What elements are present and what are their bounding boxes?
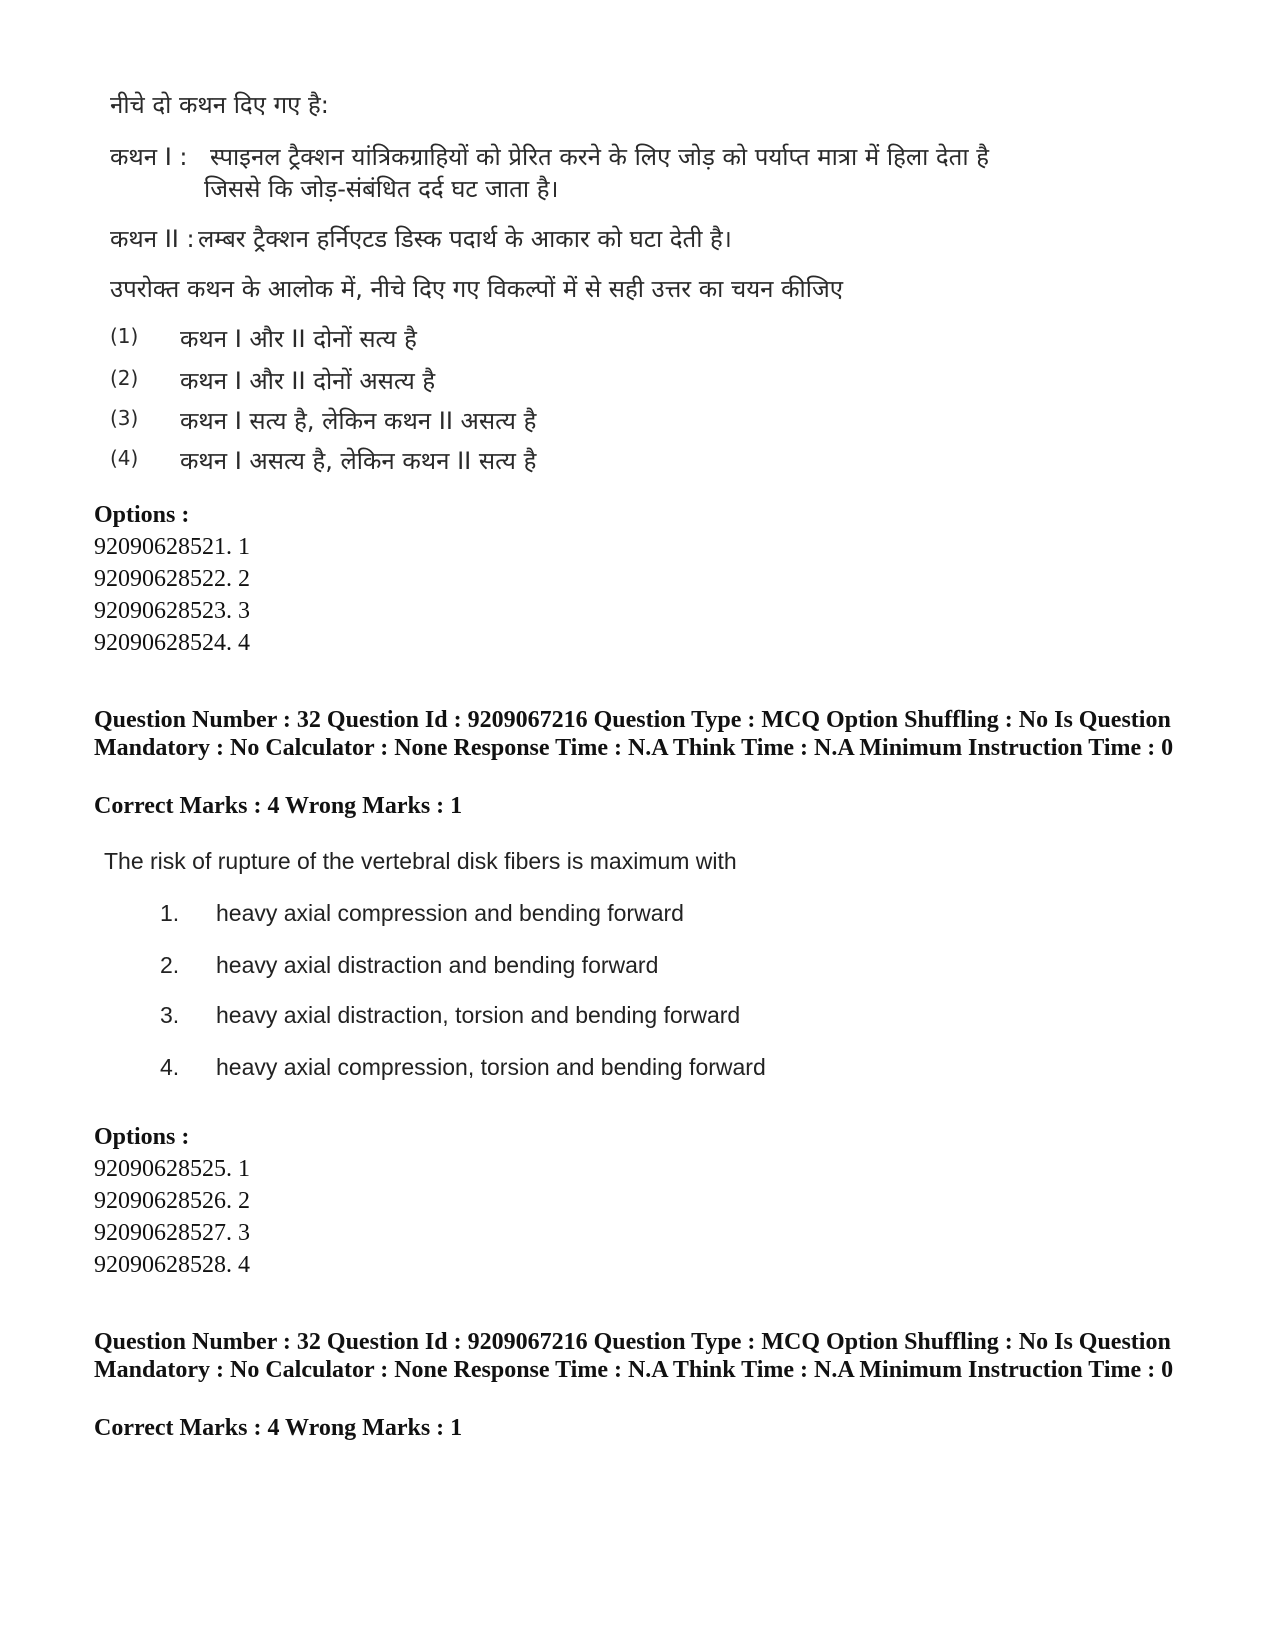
choice-text: कथन I सत्य है, लेकिन कथन II असत्य है bbox=[180, 407, 537, 435]
choice-text: कथन I असत्य है, लेकिन कथन II सत्य है bbox=[180, 447, 537, 475]
choice-text: heavy axial distraction and bending forward bbox=[216, 952, 659, 978]
choice-num: (1) bbox=[110, 324, 139, 348]
options-heading: Options : bbox=[94, 1124, 190, 1150]
choice-num: 4. bbox=[160, 1054, 180, 1080]
option-item: 92090628527. 3 bbox=[94, 1220, 250, 1246]
choice-num: 2. bbox=[160, 952, 180, 978]
option-item: 92090628524. 4 bbox=[94, 630, 250, 656]
statement-2-text: लम्बर ट्रैक्शन हर्निएटड डिस्क पदार्थ के आकार को घटा देती है। bbox=[198, 225, 732, 253]
choice-text: heavy axial compression, torsion and bending forward bbox=[216, 1054, 766, 1080]
question-meta: Question Number : 32 Question Id : 9209067216 Question Type : MCQ Option Shuffling : No Is Question Mandatory : No Calculator : None Response Time : N.A Think Time : N.A Minimum Instruction Time : 0 bbox=[94, 707, 1174, 761]
choice-num: (3) bbox=[110, 406, 139, 430]
statement-1-line-2: जिससे कि जोड़-संबंधित दर्द घट जाता है। bbox=[204, 175, 559, 203]
option-item: 92090628523. 3 bbox=[94, 598, 250, 624]
question-marks: Correct Marks : 4 Wrong Marks : 1 bbox=[94, 793, 463, 819]
choice-text: heavy axial distraction, torsion and bending forward bbox=[216, 1002, 741, 1028]
option-item: 92090628528. 4 bbox=[94, 1252, 250, 1278]
choice-text: कथन I और II दोनों सत्य है bbox=[180, 325, 417, 353]
statement-1-line-1: स्पाइनल ट्रैक्शन यांत्रिकग्राहियों को प्रेरित करने के लिए जोड़ को पर्याप्त मात्रा में हिला देता है bbox=[210, 143, 989, 171]
option-item: 92090628526. 2 bbox=[94, 1188, 250, 1214]
choice-text: कथन I और II दोनों असत्य है bbox=[180, 367, 436, 395]
option-item: 92090628525. 1 bbox=[94, 1156, 250, 1182]
question-31-image bbox=[0, 0, 1275, 490]
question-text: The risk of rupture of the vertebral disk fibers is maximum with bbox=[104, 848, 737, 874]
choice-text: heavy axial compression and bending forward bbox=[216, 900, 684, 926]
question-32-image bbox=[0, 840, 1275, 1090]
question-marks: Correct Marks : 4 Wrong Marks : 1 bbox=[94, 1415, 463, 1441]
statement-1-label: कथन I : bbox=[110, 143, 188, 171]
choice-num: (2) bbox=[110, 366, 139, 390]
question-meta: Question Number : 32 Question Id : 9209067216 Question Type : MCQ Option Shuffling : No Is Question Mandatory : No Calculator : None Response Time : N.A Think Time : N.A Minimum Instruction Time : 0 bbox=[94, 1329, 1174, 1383]
option-item: 92090628521. 1 bbox=[94, 534, 250, 560]
intro-text: नीचे दो कथन दिए गए है: bbox=[110, 91, 329, 119]
choice-num: 3. bbox=[160, 1002, 180, 1028]
choice-num: 1. bbox=[160, 900, 180, 926]
options-heading: Options : bbox=[94, 502, 190, 528]
instruction-text: उपरोक्त कथन के आलोक में, नीचे दिए गए विकल्पों में से सही उत्तर का चयन कीजिए bbox=[110, 275, 844, 303]
choice-num: (4) bbox=[110, 446, 139, 470]
statement-2-label: कथन II : bbox=[110, 225, 195, 253]
option-item: 92090628522. 2 bbox=[94, 566, 250, 592]
